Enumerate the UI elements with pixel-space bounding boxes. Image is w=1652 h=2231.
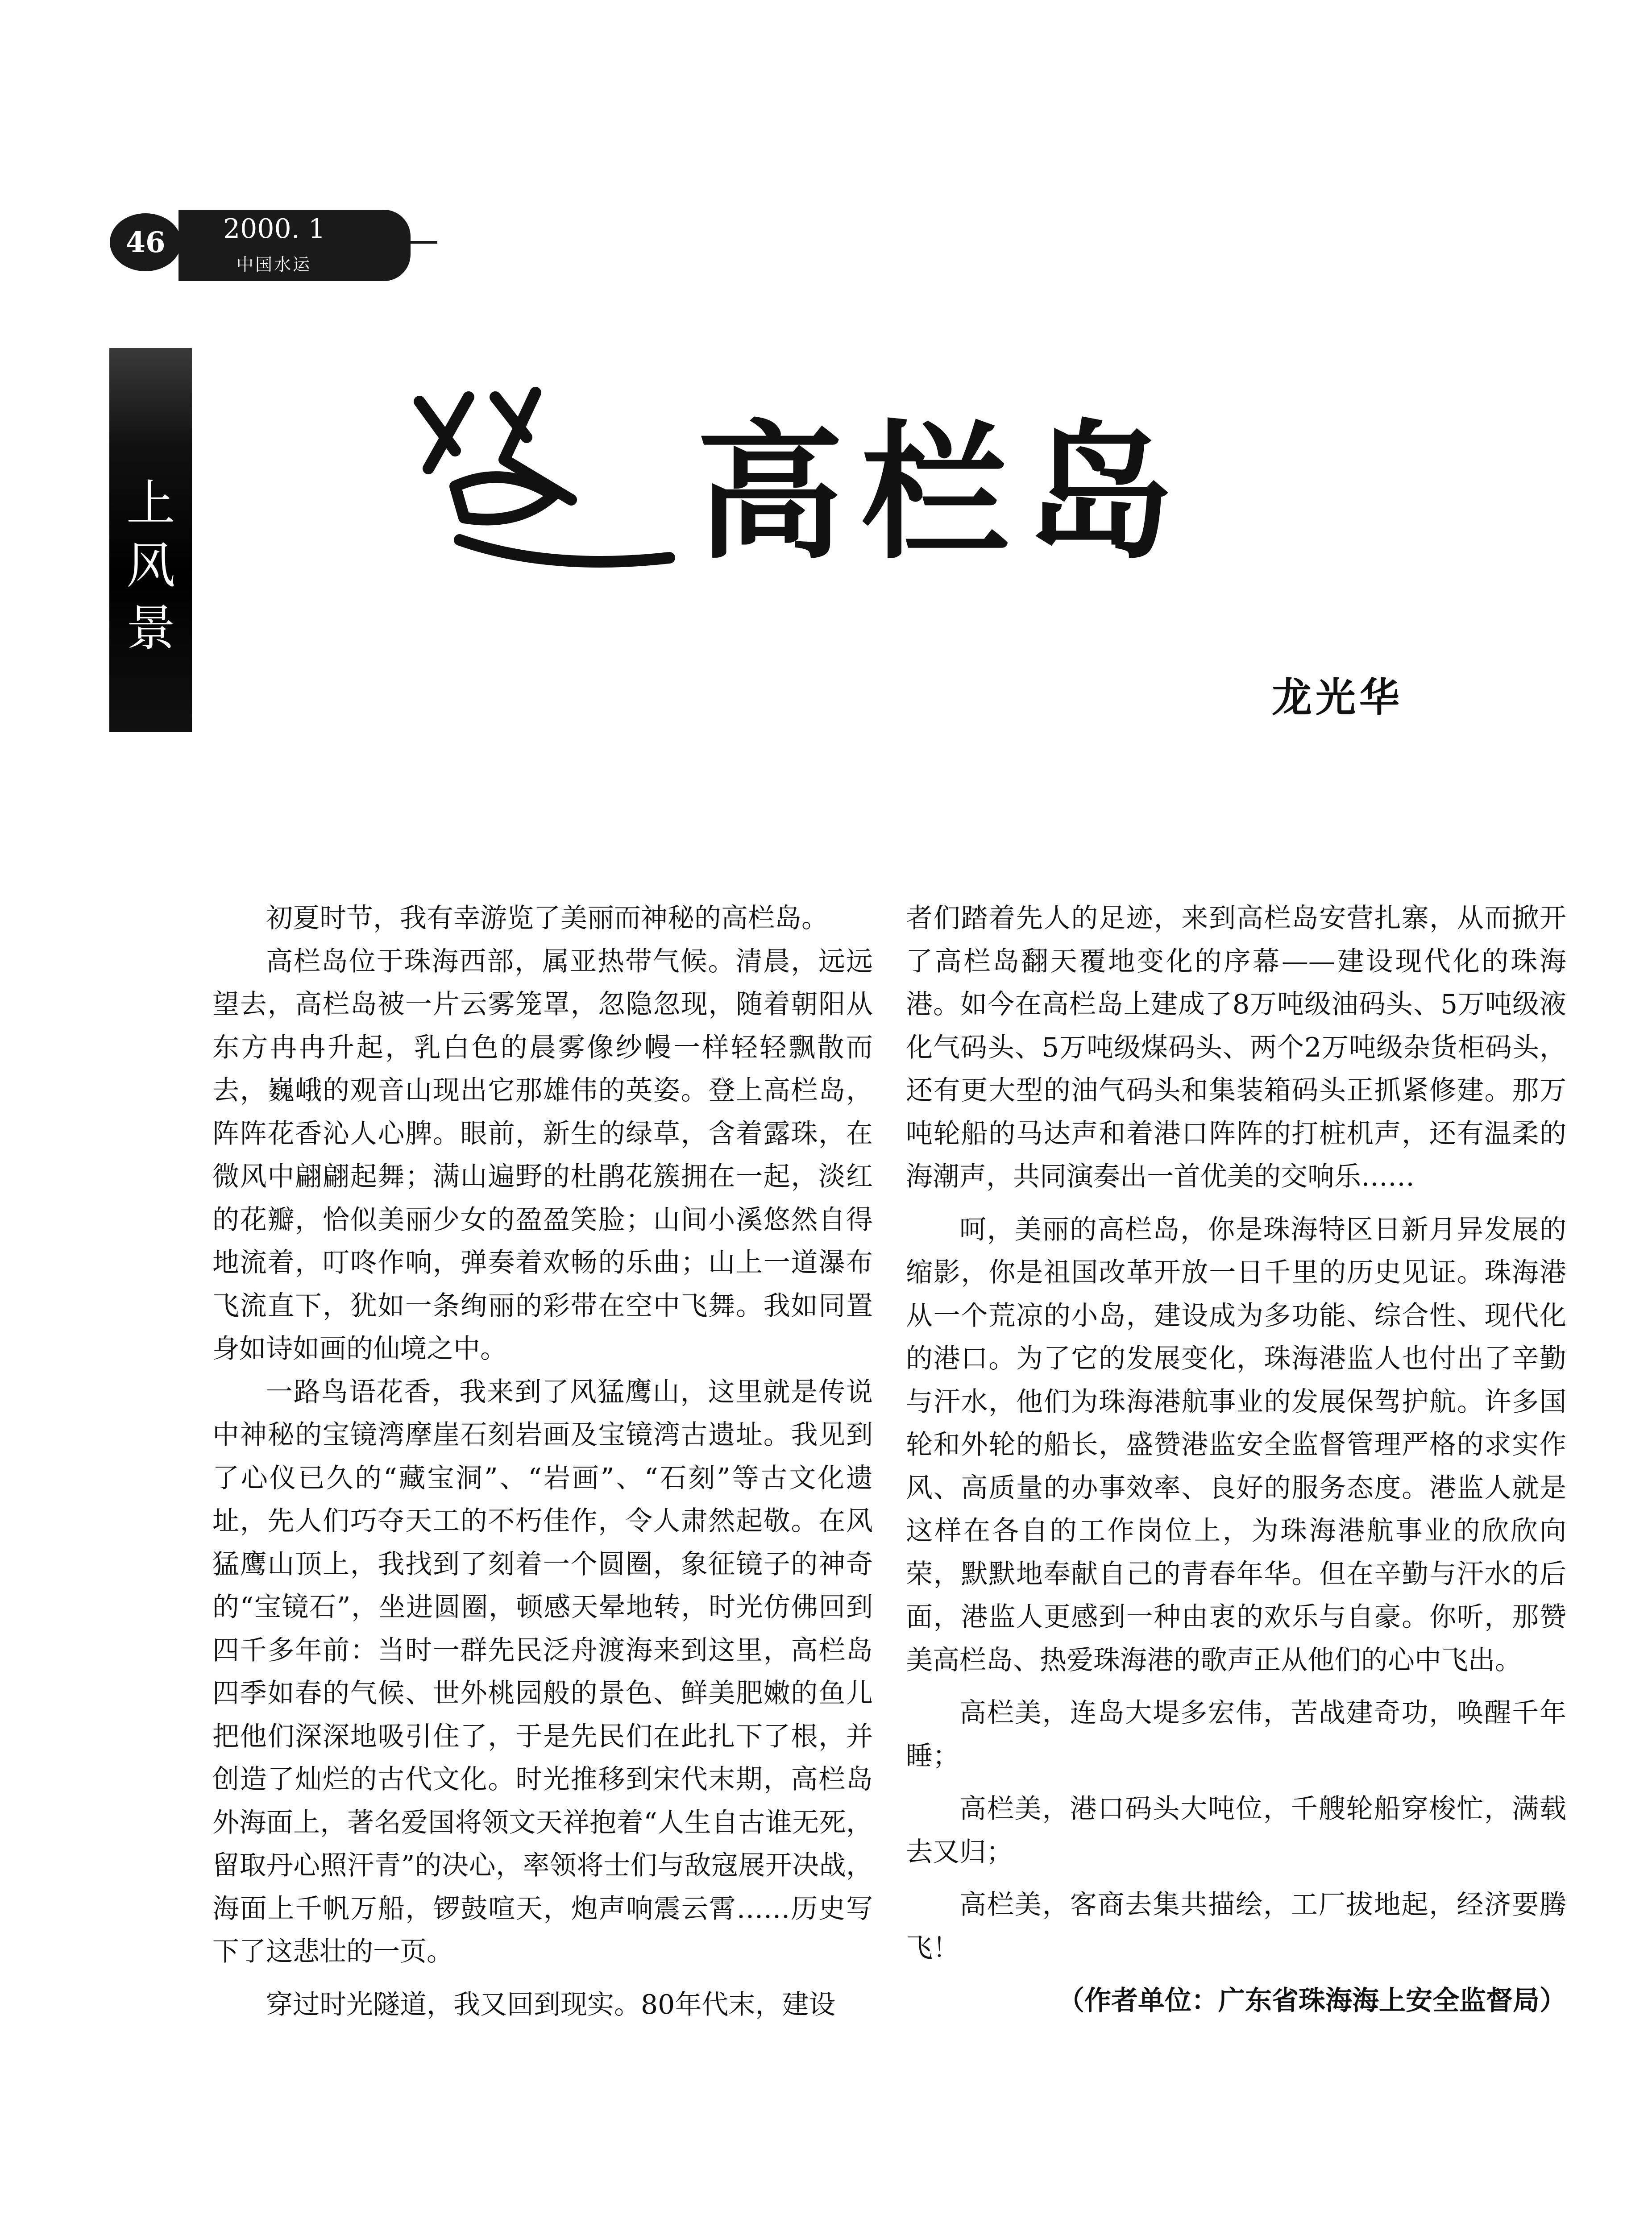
- column-tag-char: 上: [126, 475, 175, 532]
- issue-banner: [178, 210, 411, 281]
- paragraph: 者们踏着先人的足迹，来到高栏岛安营扎寨，从而掀开了高栏岛翻天覆地变化的序幕——建设现代化的珠海港。如今在高栏岛上建成了8万吨级油码头、5万吨级液化气码头、5万吨级煤码头、两个2万吨级杂货柜码头，还有更大型的油气码头和集装箱码头正抓紧修建。那万吨轮船的马达声和着港口阵阵的打桩机声，还有温柔的海潮声，共同演奏出一首优美的交响乐……: [906, 903, 1566, 1192]
- article-title: 高栏岛: [696, 407, 1191, 579]
- poem-line: 高栏美，客商去集共描绘，工厂拔地起，经济要腾飞！: [906, 1889, 1566, 1964]
- paragraph: 呵，美丽的高栏岛，你是珠海特区日新月异发展的缩影，你是祖国改革开放一日千里的历史见证。珠海港从一个荒凉的小岛，建设成为多功能、综合性、现代化的港口。为了它的发展变化，珠海港监人也付出了辛勤与汗水，他们为珠海港航事业的发展保驾护航。许多国轮和外轮的船长，盛赞港监安全监督管理严格的求实作风、高质量的办事效率、良好的服务态度。港监人就是这样在各自的工作岗位上，为珠海港航事业的欣欣向荣，默默地奉献自己的青春年华。但在辛勤与汗水的后面，港监人更感到一种由衷的欢乐与自豪。你听，那赞美高栏岛、热爱珠海港的歌声正从他们的心中飞出。: [906, 1214, 1566, 1676]
- title-calligraphy: [402, 384, 678, 571]
- author-name: 龙光华: [1272, 674, 1403, 721]
- column-tag-char: 景: [126, 600, 175, 657]
- left-column: [212, 897, 873, 2026]
- poem-line: 高栏美，连岛大堤多宏伟，苦战建奇功，唤醒千年睡；: [906, 1697, 1566, 1772]
- column-tag-char: 风: [126, 537, 175, 594]
- page-number: 46: [110, 213, 181, 271]
- paragraph: 穿过时光隧道，我又回到现实。80年代末，建设: [266, 1989, 836, 2020]
- paragraph: 一路鸟语花香，我来到了风猛鹰山，这里就是传说中神秘的宝镜湾摩崖石刻岩画及宝镜湾古遗址。我见到了心仪已久的“藏宝洞”、“岩画”、“石刻”等古文化遗址，先人们巧夺天工的不朽佳作，令人肃然起敬。在风猛鹰山顶上，我找到了刻着一个圆圈，象征镜子的神奇的“宝镜石”，坐进圆圈，顿感天晕地转，时光仿佛回到四千多年前：当时一群先民泛舟渡海来到这里，高栏岛四季如春的气候、世外桃园般的景色、鲜美肥嫩的鱼儿把他们深深地吸引住了，于是先民们在此扎下了根，并创造了灿烂的古代文化。时光推移到宋代末期，高栏岛外海面上，著名爱国将领文天祥抱着“人生自古谁无死，留取丹心照汗青”的决心，率领将士们与敌寇展开决战，海面上千帆万船，锣鼓喧天，炮声响震云霄……历史写下了这悲壮的一页。: [212, 1376, 873, 1967]
- magazine-name: 中国水运: [237, 255, 312, 274]
- issue-date: 2000. 1: [223, 213, 326, 245]
- author-affiliation: （作者单位：广东省珠海海上安全监督局）: [1058, 1985, 1566, 2016]
- column-tag: [109, 348, 192, 732]
- poem-line: 高栏美，港口码头大吨位，千艘轮船穿梭忙，满载去又归；: [906, 1793, 1566, 1868]
- paragraph: 初夏时节，我有幸游览了美丽而神秘的高栏岛。: [266, 903, 828, 934]
- header-rule: [402, 241, 437, 244]
- paragraph: 高栏岛位于珠海西部，属亚热带气候。清晨，远远望去，高栏岛被一片云雾笼罩，忽隐忽现，随着朝阳从东方冉冉升起，乳白色的晨雾像纱幔一样轻轻飘散而去，巍峨的观音山现出它那雄伟的英姿。登上高栏岛，阵阵花香沁人心脾。眼前，新生的绿草，含着露珠，在微风中翩翩起舞；满山遍野的杜鹃花簇拥在一起，淡红的花瓣，恰似美丽少女的盈盈笑脸；山间小溪悠然自得地流着，叮咚作响，弹奏着欢畅的乐曲；山上一道瀑布飞流直下，犹如一条绚丽的彩带在空中飞舞。我如同置身如诗如画的仙境之中。: [212, 945, 873, 1364]
- right-column: [906, 897, 1566, 2023]
